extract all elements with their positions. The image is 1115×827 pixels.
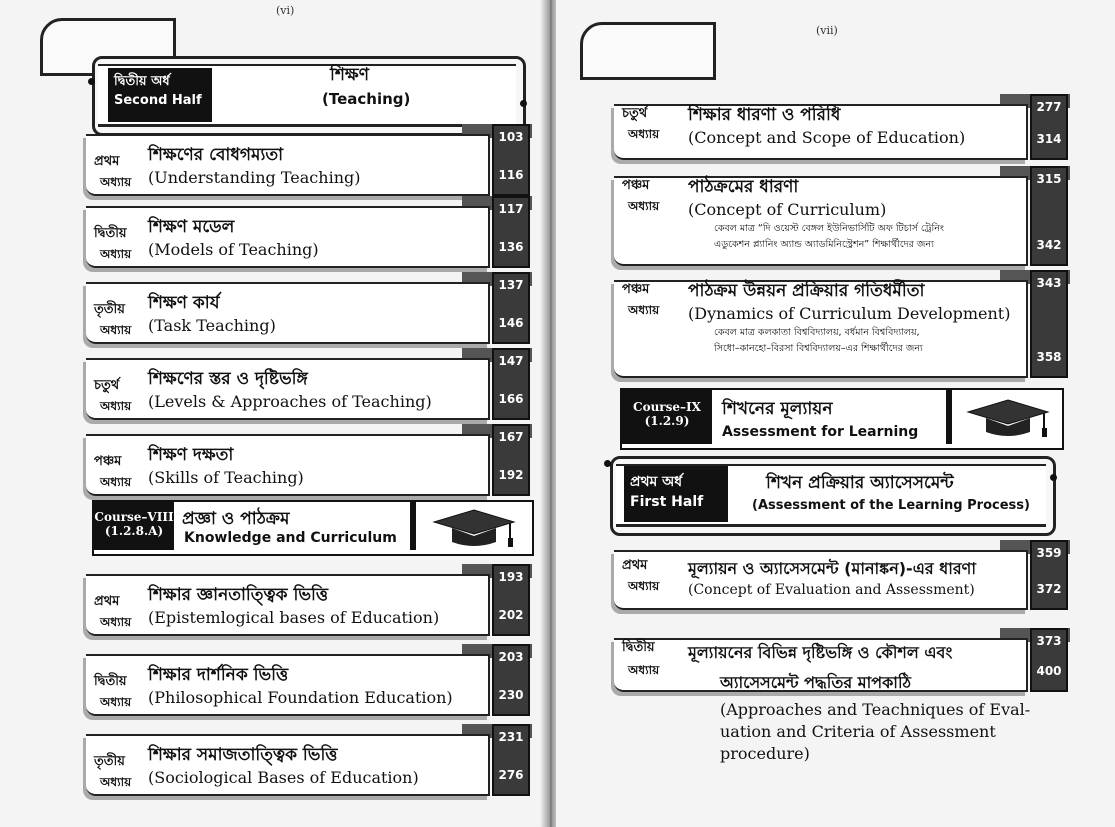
chapter-entry xyxy=(86,644,532,716)
chapter-ordinal: প্রথম xyxy=(94,154,120,169)
half-label xyxy=(624,466,728,522)
page-start: 147 xyxy=(498,354,524,368)
chapter-title-bn: শিক্ষার দার্শনিক ভিত্তি xyxy=(148,665,289,685)
chapter-title-bn: শিক্ষণ মডেল xyxy=(148,217,235,237)
chapter-title-en-line3: procedure) xyxy=(720,744,810,763)
page-end: 116 xyxy=(498,168,524,182)
course-title-en: Knowledge and Curriculum xyxy=(184,530,397,546)
page-start: 359 xyxy=(1036,546,1062,560)
chapter-adhyay: অধ্যায় xyxy=(100,175,132,189)
course-title-en: Assessment for Learning xyxy=(722,424,919,440)
chapter-note-line2: এডুকেশন প্ল্যানিং অ্যান্ড অ্যাডমিনিস্ট্রেশন” শিক্ষার্থীদের জন্য xyxy=(714,239,934,250)
page-range-box xyxy=(1030,540,1068,610)
bullet-dot xyxy=(88,78,95,85)
page-end: 202 xyxy=(498,608,524,622)
page-range-box xyxy=(1030,628,1068,692)
chapter-ordinal: পঞ্চম xyxy=(622,178,650,193)
chapter-entry xyxy=(86,424,532,496)
chapter-entry xyxy=(86,348,532,420)
course-title-bn: শিখনের মূল্যায়ন xyxy=(722,399,833,419)
section-title-bn: শিক্ষণ xyxy=(330,65,369,85)
chapter-title-bn: পাঠক্রমের ধারণা xyxy=(688,177,799,197)
chapter-title-en: (Sociological Bases of Education) xyxy=(148,768,419,787)
page-number-right: (vii) xyxy=(816,24,838,37)
chapter-title-en-line2: uation and Criteria of Assessment xyxy=(720,722,996,741)
right-page xyxy=(556,0,1115,827)
chapter-adhyay: অধ্যায় xyxy=(100,399,132,413)
chapter-title-bn-line1: মূল্যায়নের বিভিন্ন দৃষ্টিভঙ্গি ও কৌশল এবং xyxy=(688,643,953,662)
chapter-ordinal: তৃতীয় xyxy=(94,754,125,769)
chapter-title-en-line1: (Approaches and Teachniques of Eval- xyxy=(720,700,1031,719)
page-end: 342 xyxy=(1036,238,1062,252)
page-range-box xyxy=(492,196,530,268)
chapter-title-bn: শিক্ষণের স্তর ও দৃষ্টিভঙ্গি xyxy=(148,369,308,389)
page-start: 373 xyxy=(1036,634,1062,648)
course-label-line2: (1.2.9) xyxy=(644,414,690,428)
page-range-box xyxy=(492,564,530,636)
page-start: 203 xyxy=(498,650,524,664)
chapter-title-en: (Task Teaching) xyxy=(148,316,276,335)
chapter-ordinal: পঞ্চম xyxy=(622,282,650,297)
chapter-entry xyxy=(86,196,532,268)
chapter-entry xyxy=(86,272,532,344)
chapter-ordinal: চতুর্থ xyxy=(94,378,120,393)
graduation-cap-icon xyxy=(424,506,524,550)
chapter-title-bn: মূল্যায়ন ও অ্যাসেসমেন্ট (মানাঙ্কন)-এর ধারণা xyxy=(688,559,976,578)
page-range-box xyxy=(492,272,530,344)
chapter-adhyay: অধ্যায় xyxy=(100,323,132,337)
chapter-adhyay: অধ্যায় xyxy=(100,615,132,629)
section-title-en: (Teaching) xyxy=(322,90,411,108)
page-corner-tab xyxy=(580,22,716,80)
chapter-title-bn: শিক্ষার সমাজতাত্ত্বিক ভিত্তি xyxy=(148,745,338,765)
page-start: 137 xyxy=(498,278,524,292)
chapter-entry xyxy=(614,166,1070,266)
chapter-adhyay: অধ্যায় xyxy=(100,247,132,261)
chapter-title-bn: পাঠক্রম উন্নয়ন প্রক্রিয়ার গতিধর্মীতা xyxy=(688,281,925,301)
page-end: 372 xyxy=(1036,582,1062,596)
chapter-title-en: (Understanding Teaching) xyxy=(148,168,361,187)
section-title-en: (Assessment of the Learning Process) xyxy=(752,498,1030,513)
half-label-en: First Half xyxy=(630,494,704,510)
chapter-ordinal: পঞ্চম xyxy=(94,454,122,469)
chapter-title-en: (Concept and Scope of Education) xyxy=(688,128,966,147)
page-range-box xyxy=(1030,270,1068,378)
page-end: 276 xyxy=(498,768,524,782)
page-start: 103 xyxy=(498,130,524,144)
page-end: 136 xyxy=(498,240,524,254)
chapter-ordinal: দ্বিতীয় xyxy=(94,674,127,689)
page-end: 192 xyxy=(498,468,524,482)
chapter-title-bn: শিক্ষণ কার্য xyxy=(148,293,220,313)
divider xyxy=(410,502,416,550)
half-label-bn: প্রথম অর্ধ xyxy=(630,474,683,490)
chapter-adhyay: অধ্যায় xyxy=(628,663,660,677)
page-range-box xyxy=(492,424,530,496)
chapter-ordinal: দ্বিতীয় xyxy=(94,226,127,241)
chapter-title-bn-line2: অ্যাসেসমেন্ট পদ্ধতির মাপকাঠি xyxy=(720,673,912,692)
chapter-note-line1: কেবল মাত্র কলকাতা বিশ্ববিদ্যালয়, বর্ধমান বিশ্ববিদ্যালয়, xyxy=(714,327,920,338)
page-end: 400 xyxy=(1036,664,1062,678)
chapter-adhyay: অধ্যায় xyxy=(100,695,132,709)
course-label-line1: Course–VIII xyxy=(94,510,174,524)
page-start: 277 xyxy=(1036,100,1062,114)
course-ix-banner xyxy=(620,388,1064,450)
page-range-box xyxy=(492,348,530,420)
chapter-title-en: (Models of Teaching) xyxy=(148,240,319,259)
chapter-title-bn: শিক্ষণের বোধগম্যতা xyxy=(148,145,284,165)
chapter-ordinal: তৃতীয় xyxy=(94,302,125,317)
graduation-cap-icon xyxy=(958,396,1058,442)
chapter-note-line2: সিধো–কানহো–বিরসা বিশ্ববিদ্যালয়–এর শিক্ষার্থীদের জন্য xyxy=(714,343,923,354)
course-label xyxy=(94,502,174,550)
chapter-adhyay: অধ্যায় xyxy=(628,579,660,593)
half-label-bn: দ্বিতীয় অর্ধ xyxy=(114,74,170,89)
chapter-adhyay: অধ্যায় xyxy=(100,775,132,789)
chapter-title-en: (Dynamics of Curriculum Development) xyxy=(688,304,1011,323)
chapter-adhyay: অধ্যায় xyxy=(100,475,132,489)
course-label-line1: Course–IX xyxy=(633,400,701,414)
page-end: 230 xyxy=(498,688,524,702)
page-end: 146 xyxy=(498,316,524,330)
chapter-note-line1: কেবল মাত্র “দি ওয়েস্ট বেঙ্গল ইউনিভার্সিটি অফ টিচার্স ট্রেনিং xyxy=(714,223,944,234)
chapter-ordinal: প্রথম xyxy=(622,558,648,573)
chapter-entry xyxy=(86,124,532,196)
section-title-bn: শিখন প্রক্রিয়ার অ্যাসেসমেন্ট xyxy=(766,473,954,493)
course-label-line2: (1.2.8.A) xyxy=(104,524,164,538)
page-end: 314 xyxy=(1036,132,1062,146)
chapter-title-en: (Levels & Approaches of Teaching) xyxy=(148,392,432,411)
chapter-title-en: (Skills of Teaching) xyxy=(148,468,304,487)
page-start: 167 xyxy=(498,430,524,444)
chapter-entry xyxy=(86,724,532,796)
chapter-ordinal: চতুর্থ xyxy=(622,106,648,121)
chapter-entry xyxy=(614,270,1070,378)
chapter-ordinal: প্রথম xyxy=(94,594,120,609)
course-viii-banner xyxy=(92,500,534,556)
chapter-title-en: (Concept of Curriculum) xyxy=(688,200,887,219)
half-label-en: Second Half xyxy=(114,93,202,108)
chapter-entry xyxy=(614,540,1070,610)
page-start: 193 xyxy=(498,570,524,584)
page-range-box xyxy=(492,124,530,196)
chapter-title-bn: শিক্ষার ধারণা ও পরিধি xyxy=(688,105,841,125)
chapter-entry xyxy=(86,564,532,636)
page-end: 166 xyxy=(498,392,524,406)
page-range-box xyxy=(492,644,530,716)
bullet-dot xyxy=(520,100,527,107)
chapter-entry xyxy=(614,94,1070,160)
chapter-title-en: (Philosophical Foundation Education) xyxy=(148,688,453,707)
bullet-dot xyxy=(1050,474,1057,481)
half-label xyxy=(108,68,212,122)
left-page xyxy=(0,0,548,827)
chapter-title-bn: শিক্ষার জ্ঞানতাত্ত্বিক ভিত্তি xyxy=(148,585,329,605)
chapter-title-bn: শিক্ষণ দক্ষতা xyxy=(148,445,234,465)
entry-box xyxy=(86,282,490,344)
chapter-adhyay: অধ্যায় xyxy=(628,127,660,141)
course-title-bn: প্রজ্ঞা ও পাঠক্রম xyxy=(182,509,290,529)
page-range-box xyxy=(1030,166,1068,266)
chapter-entry xyxy=(614,628,1070,763)
chapter-ordinal: দ্বিতীয় xyxy=(622,640,655,655)
chapter-title-en: (Concept of Evaluation and Assessment) xyxy=(688,582,975,598)
page-range-box xyxy=(1030,94,1068,160)
page-start: 231 xyxy=(498,730,524,744)
divider xyxy=(946,390,952,444)
page-number-left: (vi) xyxy=(276,4,295,17)
chapter-adhyay: অধ্যায় xyxy=(628,199,660,213)
page-start: 343 xyxy=(1036,276,1062,290)
page-end: 358 xyxy=(1036,350,1062,364)
chapter-adhyay: অধ্যায় xyxy=(628,303,660,317)
page-start: 315 xyxy=(1036,172,1062,186)
course-label xyxy=(622,390,712,444)
bullet-dot xyxy=(604,460,611,467)
page-start: 117 xyxy=(498,202,524,216)
chapter-title-en: (Epistemlogical bases of Education) xyxy=(148,608,440,627)
page-range-box xyxy=(492,724,530,796)
